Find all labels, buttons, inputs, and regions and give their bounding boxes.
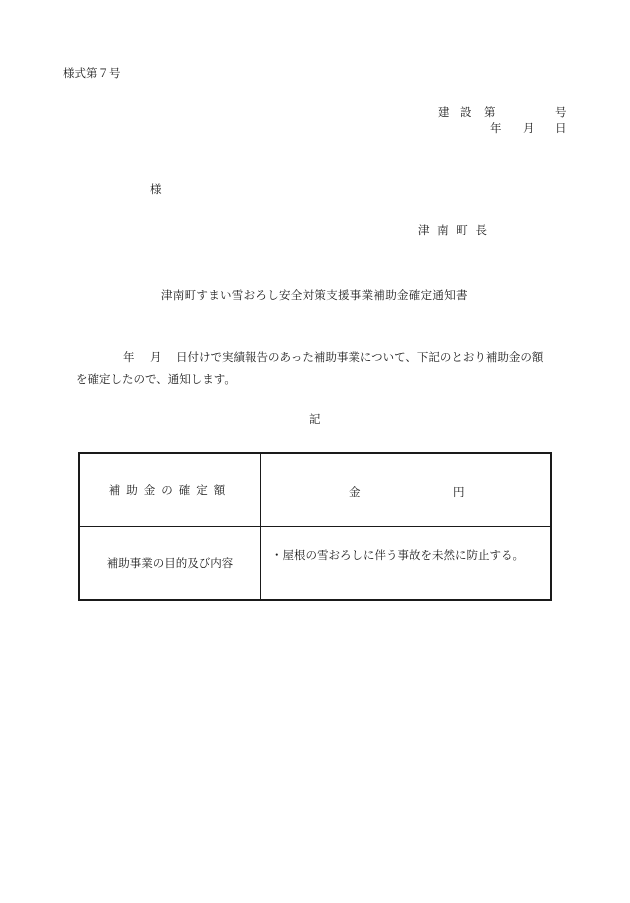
body-month: 月 — [150, 350, 162, 364]
sender-name: 津 南 町 長 — [418, 223, 489, 237]
date-year: 年 — [490, 121, 502, 135]
ki-heading: 記 — [309, 412, 321, 426]
date-day: 日 — [555, 121, 567, 135]
subsidy-table — [78, 452, 552, 601]
form-number: 様式第７号 — [63, 66, 121, 80]
purpose-value-cell — [261, 527, 552, 601]
kin-prefix: 金 — [349, 485, 361, 499]
purpose-value: ・屋根の雪おろしに伴う事故を未然に防止する。 — [271, 548, 524, 562]
table-row — [79, 527, 551, 601]
doc-number-prefix-2: 設 — [460, 105, 472, 119]
doc-number-suffix: 号 — [555, 105, 567, 119]
purpose-label: 補助事業の目的及び内容 — [79, 527, 261, 601]
table-row — [79, 453, 551, 527]
yen-suffix: 円 — [453, 485, 465, 499]
doc-number-prefix-1: 建 — [438, 105, 450, 119]
confirmed-amount-value — [261, 453, 552, 527]
body-line-1-text: 日付けで実績報告のあった補助事業について、下記のとおり補助金の額 — [176, 350, 544, 364]
doc-number-prefix-3: 第 — [484, 105, 496, 119]
body-year: 年 — [123, 350, 135, 364]
date-month: 月 — [523, 121, 535, 135]
addressee-suffix: 様 — [150, 182, 162, 196]
body-line-2: を確定したので、通知します。 — [76, 372, 236, 386]
document-title: 津南町すまい雪おろし安全対策支援事業補助金確定通知書 — [161, 288, 468, 302]
confirmed-amount-label: 補助金の確定額 — [79, 453, 261, 527]
